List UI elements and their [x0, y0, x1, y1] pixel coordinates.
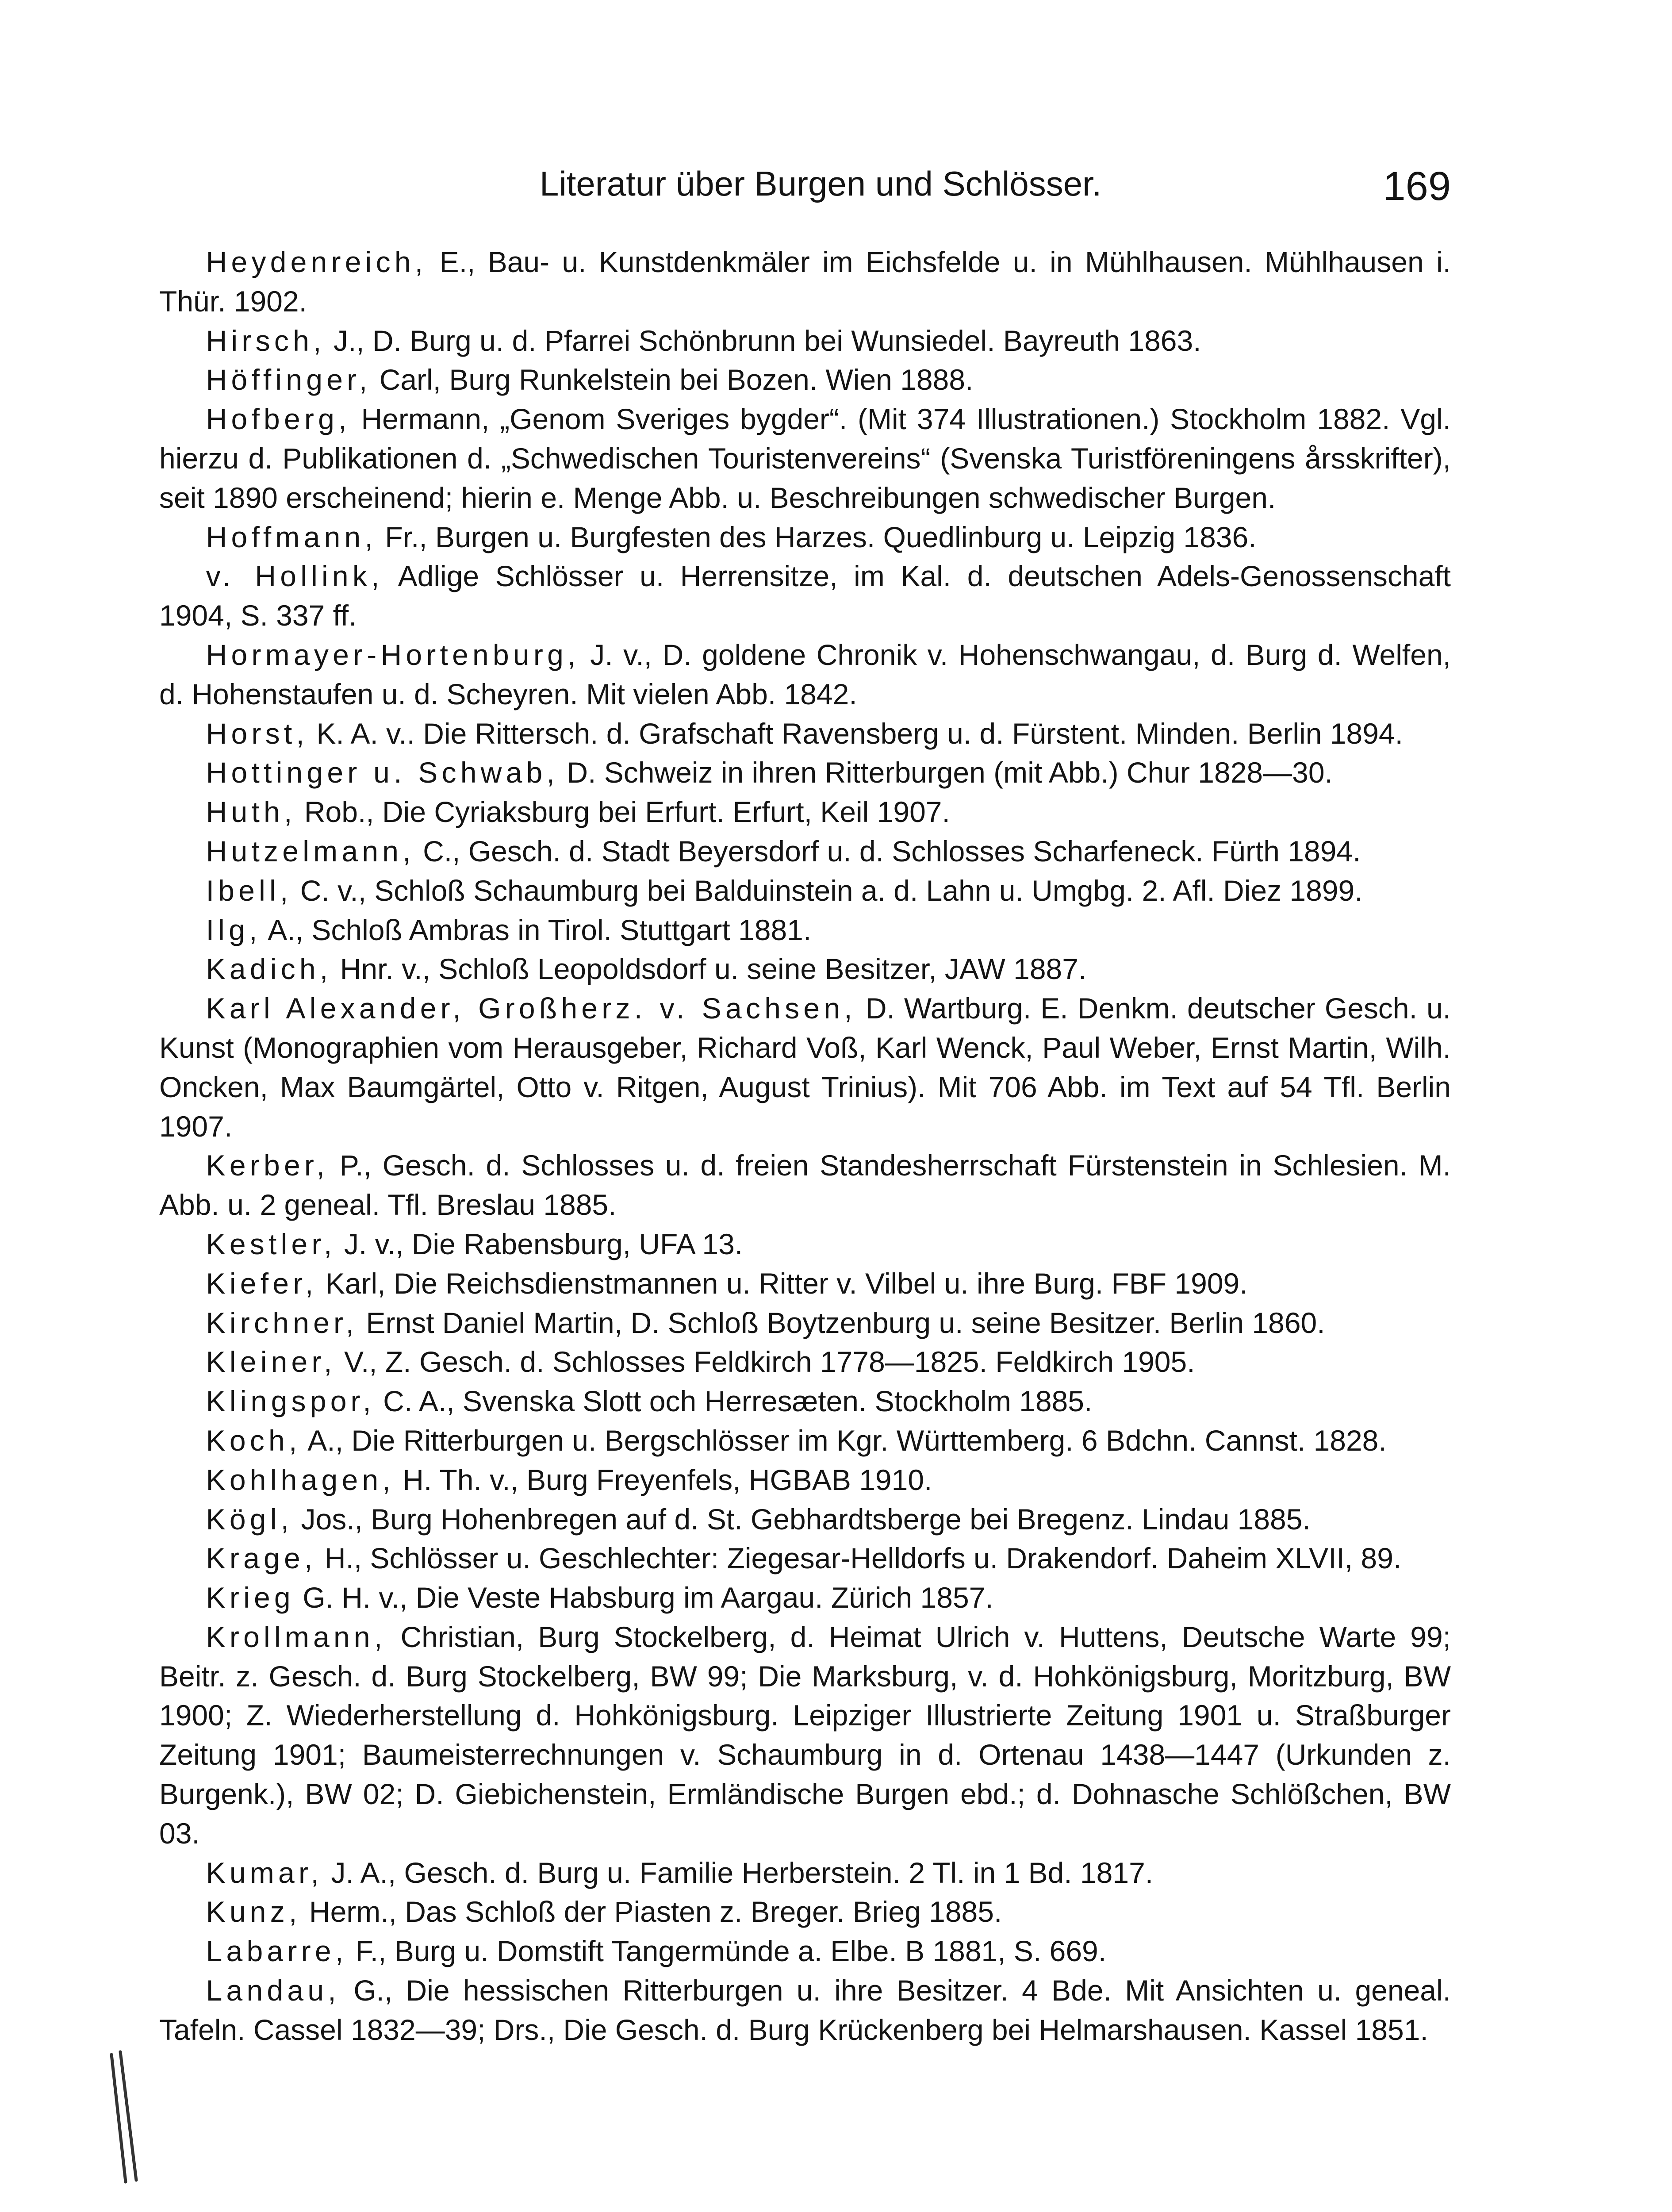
bibliography-entry [159, 1460, 1451, 1500]
entry-text: Fr., Burgen u. Burgfesten des Harzes. Quedlinburg u. Leipzig 1836. [377, 520, 1257, 553]
entry-author: Ibell, [206, 874, 292, 907]
entry-author: Heydenreich, [206, 246, 427, 278]
entry-text: Ernst Daniel Martin, D. Schloß Boytzenburg u. seine Besitzer. Berlin 1860. [358, 1306, 1325, 1339]
bibliography-entry [159, 753, 1451, 792]
entry-text: P., Gesch. d. Schlosses u. d. freien Standesherrschaft Fürstenstein in Schlesien. M. Abb. u. 2 geneal. Tfl. Breslau 1885. [159, 1149, 1451, 1221]
bibliography-entry [159, 871, 1451, 910]
entry-author: Höffinger, [206, 363, 372, 396]
bibliography-entry [159, 949, 1451, 989]
entry-author: Kleiner, [206, 1345, 336, 1379]
entry-author: Hutzelmann, [206, 834, 415, 868]
bibliography-entry [159, 1303, 1451, 1343]
entry-text: J., D. Burg u. d. Pfarrei Schönbrunn bei Wunsiedel. Bayreuth 1863. [325, 324, 1201, 357]
bibliography-entry [159, 399, 1451, 517]
entry-text: F., Burg u. Domstift Tangermünde a. Elbe. B 1881, S. 669. [347, 1935, 1107, 1968]
entry-text: H., Schlösser u. Geschlechter: Ziegesar-Helldorfs u. Drakendorf. Daheim XLVII, 89. [316, 1542, 1402, 1575]
entry-author: Koch, [206, 1424, 301, 1457]
entry-text: V., Z. Gesch. d. Schlosses Feldkirch 1778—1825. Feldkirch 1905. [336, 1345, 1195, 1379]
entry-author: Ilg, [206, 913, 261, 946]
entry-author: Kunz, [206, 1895, 301, 1928]
entry-text: Carl, Burg Runkelstein bei Bozen. Wien 1888. [371, 363, 974, 396]
entry-author: Krage, [206, 1542, 317, 1575]
entry-author: Hormayer-Hortenburg, [206, 638, 580, 671]
bibliography-entry [159, 1382, 1451, 1421]
bibliography-entry [159, 714, 1451, 753]
entry-author: Horst, [206, 717, 309, 750]
entry-text: Christian, Burg Stockelberg, d. Heimat Ulrich v. Huttens, Deutsche Warte 99; Beitr. z. Gesch. d. Burg Stockelberg, BW 99; Die Marksburg, v. d. Hohkönigsburg, Moritzburg, BW 1900; Z. Wiederherstellung d. Hohkönigsburg. Leipziger Illustrierte Zeitung 1901 u. Straßburger Zeitung 1901; Baumeisterrechnungen v. Schaumburg in d. Ortenau 1438—1447 (Urkunden z. Burgenk.), BW 02; D. Giebichenstein, Ermländische Burgen ebd.; d. Dohnasche Schlößchen, BW 03. [159, 1620, 1451, 1850]
bibliography-entry [159, 557, 1451, 635]
entry-author: Huth, [206, 795, 296, 829]
entry-text: Adlige Schlösser u. Herrensitze, im Kal. d. deutschen Adels-Genossenschaft 1904, S. 337 ff. [159, 560, 1451, 632]
bibliography-entry [159, 1264, 1451, 1303]
bibliography-entry [159, 1853, 1451, 1893]
entry-author: Hofberg, [206, 403, 351, 436]
entry-text: Rob., Die Cyriaksburg bei Erfurt. Erfurt, Keil 1907. [296, 795, 950, 829]
entry-text: D. Wartburg. E. Denkm. deutscher Gesch. u. Kunst (Monographien vom Herausgeber, Richard Voß, Karl Wenck, Paul Weber, Ernst Martin, Wilh. Oncken, Max Baumgärtel, Otto v. Ritgen, August Trinius). Mit 706 Abb. im Text auf 54 Tfl. Berlin 1907. [159, 992, 1451, 1143]
entry-author: Kumar, [206, 1856, 323, 1889]
bibliography-list [159, 242, 1451, 2050]
bibliography-entry [159, 1225, 1451, 1264]
entry-text: K. A. v.. Die Rittersch. d. Grafschaft Ravensberg u. d. Fürstent. Minden. Berlin 1894. [308, 717, 1403, 750]
entry-text: Hermann, „Genom Sveriges bygder“. (Mit 374 Illustrationen.) Stockholm 1882. Vgl. hierzu d. Publikationen d. „Schwedischen Touristenvereins“ (Svenska Turistföreningens årsskrifter), seit 1890 erscheinend; hierin e. Menge Abb. u. Beschreibungen schwedischer Burgen. [159, 403, 1451, 514]
entry-text: D. Schweiz in ihren Ritterburgen (mit Abb.) Chur 1828—30. [559, 756, 1333, 789]
bibliography-entry [159, 1932, 1451, 1971]
running-title: Literatur über Burgen und Schlösser. [540, 164, 1102, 203]
entry-author: Labarre, [206, 1935, 348, 1968]
bibliography-entry [159, 1421, 1451, 1460]
entry-text: J. A., Gesch. d. Burg u. Familie Herberstein. 2 Tl. in 1 Bd. 1817. [323, 1856, 1154, 1889]
bibliography-entry [159, 518, 1451, 557]
entry-text: C. A., Svenska Slott och Herresæten. Stockholm 1885. [375, 1385, 1093, 1418]
entry-author: Klingspor, [206, 1385, 375, 1418]
bibliography-entry [159, 242, 1451, 321]
bibliography-entry [159, 989, 1451, 1146]
entry-author: Kadich, [206, 952, 332, 986]
entry-text: J. v., Die Rabensburg, UFA 13. [336, 1227, 743, 1260]
bibliography-entry [159, 1146, 1451, 1225]
bibliography-entry [159, 1578, 1451, 1617]
bibliography-entry [159, 321, 1451, 361]
entry-text: G. H. v., Die Veste Habsburg im Aargau. Zürich 1857. [294, 1581, 993, 1614]
margin-pencil-mark [108, 2049, 143, 2186]
entry-text: Jos., Burg Hohenbregen auf d. St. Gebhardtsberge bei Bregenz. Lindau 1885. [293, 1502, 1311, 1536]
bibliography-entry [159, 360, 1451, 399]
entry-author: Kirchner, [206, 1306, 358, 1339]
entry-text: Karl, Die Reichsdienstmannen u. Ritter v. Vilbel u. ihre Burg. FBF 1909. [317, 1267, 1248, 1300]
entry-text: C., Gesch. d. Stadt Beyersdorf u. d. Schlosses Scharfeneck. Fürth 1894. [414, 834, 1361, 868]
entry-author: Kögl, [206, 1502, 293, 1536]
entry-text: A., Schloß Ambras in Tirol. Stuttgart 1881. [261, 913, 812, 946]
entry-author: Kiefer, [206, 1267, 318, 1300]
entry-author: Kerber, [206, 1149, 329, 1182]
entry-author: Krieg [206, 1581, 295, 1614]
bibliography-entry [159, 1539, 1451, 1578]
bibliography-entry [159, 1971, 1451, 2050]
entry-text: C. v., Schloß Schaumburg bei Balduinstein a. d. Lahn u. Umgbg. 2. Afl. Diez 1899. [292, 874, 1363, 907]
bibliography-entry [159, 832, 1451, 871]
bibliography-entry [159, 910, 1451, 950]
entry-text: E., Bau- u. Kunstdenkmäler im Eichsfelde u. in Mühlhausen. Mühlhausen i. Thür. 1902. [159, 246, 1451, 318]
entry-author: Krollmann, [206, 1620, 387, 1653]
bibliography-entry [159, 1342, 1451, 1382]
bibliography-entry [159, 792, 1451, 832]
entry-text: Hnr. v., Schloß Leopoldsdorf u. seine Besitzer, JAW 1887. [332, 952, 1087, 986]
entry-text: G., Die hessischen Ritterburgen u. ihre Besitzer. 4 Bde. Mit Ansichten u. geneal. Tafeln. Cassel 1832—39; Drs., Die Gesch. d. Burg Krückenberg bei Helmarshausen. Kassel 1851. [159, 1974, 1451, 2046]
entry-text: Herm., Das Schloß der Piasten z. Breger. Brieg 1885. [301, 1895, 1002, 1928]
entry-text: A., Die Ritterburgen u. Bergschlösser im Kgr. Württemberg. 6 Bdchn. Cannst. 1828. [301, 1424, 1387, 1457]
entry-author: Landau, [206, 1974, 340, 2007]
entry-text: H. Th. v., Burg Freyenfels, HGBAB 1910. [394, 1463, 932, 1496]
entry-author: Hirsch, [206, 324, 326, 357]
entry-author: Hottinger u. Schwab, [206, 756, 559, 789]
bibliography-entry [159, 635, 1451, 714]
entry-author: Hoffmann, [206, 520, 377, 553]
entry-author: Kestler, [206, 1227, 336, 1260]
entry-text: J. v., D. goldene Chronik v. Hohenschwangau, d. Burg d. Welfen, d. Hohenstaufen u. d. Scheyren. Mit vielen Abb. 1842. [159, 638, 1451, 710]
page-header [159, 159, 1451, 212]
bibliography-entry [159, 1617, 1451, 1853]
bibliography-entry [159, 1500, 1451, 1539]
entry-author: Karl Alexander, Großherz. v. Sachsen, [206, 992, 856, 1025]
entry-author: v. Hollink, [206, 560, 383, 593]
bibliography-entry [159, 1892, 1451, 1932]
entry-author: Kohlhagen, [206, 1463, 395, 1496]
page-number: 169 [1383, 164, 1451, 209]
